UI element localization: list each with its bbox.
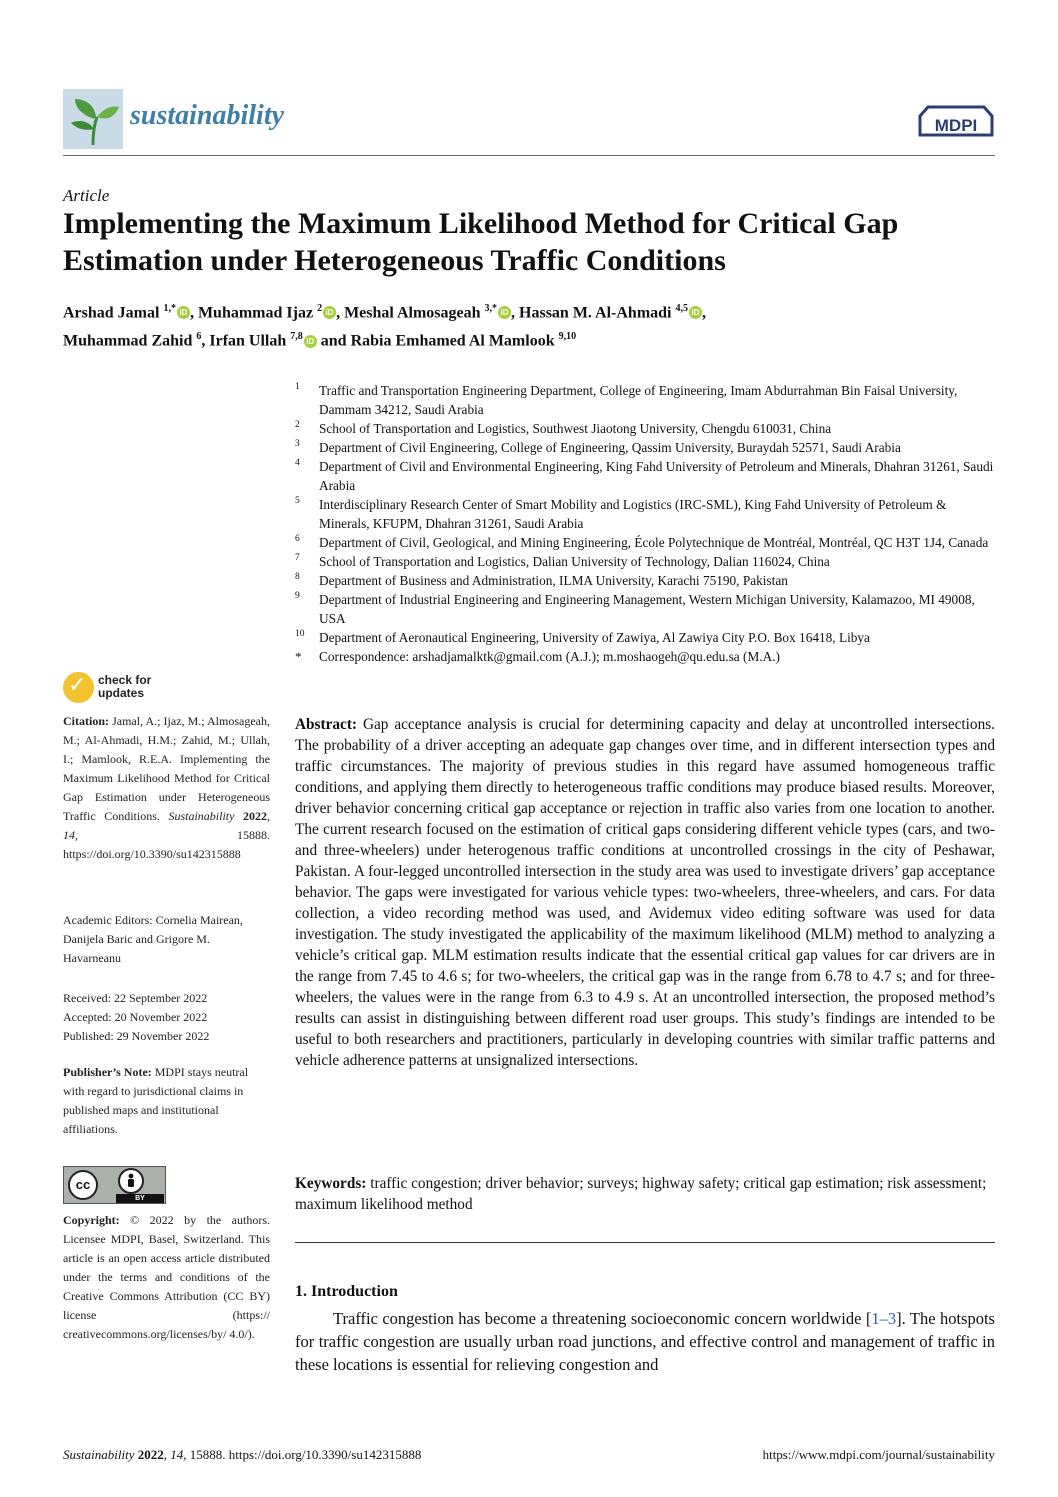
header-divider (63, 155, 995, 156)
intro-paragraph (295, 1307, 995, 1376)
publisher-logo[interactable] (916, 102, 996, 145)
section-heading: 1. Introduction (295, 1283, 398, 1300)
author[interactable]: Muhammad Ijaz (197, 304, 314, 322)
keywords-label: Keywords: (295, 1175, 367, 1192)
footer-volume: 14 (170, 1447, 184, 1462)
orcid-icon[interactable]: iD (177, 306, 190, 319)
copyright-label: Copyright: (63, 1213, 120, 1227)
section-divider (295, 1242, 995, 1243)
intro-text-end: ]. The hotspots for traffic congestion are usually urban road junctions, and effective control and management of traffic in these locations is essential for relieving congestion and (295, 1309, 995, 1374)
affiliation-item (295, 533, 995, 552)
author-affiliation-marker: 3,* (484, 303, 498, 314)
citation-text: Jamal, A.; Ijaz, M.; Almosageah, M.; Al-Ahmadi, H.M.; Zahid, M.; Ullah, I.; Mamlook, R.E.A. Implementing the Maximum Likelihood Method for Critical Gap Estimation under Heterogeneous Traffic Conditions. (63, 714, 271, 823)
correspondence (295, 647, 995, 666)
keywords-text: traffic congestion; driver behavior; surveys; highway safety; critical gap estimation; risk assessment; maximum likelihood method (295, 1175, 987, 1213)
journal-name[interactable]: sustainability (130, 100, 285, 131)
author-separator: , (336, 304, 345, 322)
copyright-block (63, 1211, 270, 1344)
affiliation-text: Department of Civil and Environmental Engineering, King Fahd University of Petroleum and Minerals, Dhahran 31261, Saudi Arabia (319, 459, 994, 493)
published-date: Published: 29 November 2022 (63, 1029, 210, 1043)
publisher-note-label: Publisher’s Note: (63, 1065, 152, 1079)
correspondence-text[interactable]: Correspondence: arshadjamalktk@gmail.com (A.J.); m.moshaogeh@qu.edu.sa (M.A.) (319, 649, 780, 664)
abstract-label: Abstract: (295, 716, 358, 733)
author[interactable]: Muhammad Zahid (63, 332, 193, 350)
author-separator: , (189, 304, 198, 322)
affiliation-number: 7 (295, 553, 300, 563)
author[interactable]: Arshad Jamal (63, 304, 160, 322)
affiliations (295, 381, 995, 666)
publisher-note (63, 1063, 270, 1139)
academic-editors: Academic Editors: Cornelia Mairean, Danijela Baric and Grigore M. Havarneanu (63, 913, 243, 965)
affiliation-text: School of Transportation and Logistics, Dalian University of Technology, Dalian 116024, China (319, 554, 830, 569)
keywords (295, 1173, 995, 1215)
citation-volume: 14 (63, 828, 75, 842)
author[interactable]: Irfan Ullah (209, 332, 287, 350)
orcid-icon[interactable]: iD (689, 306, 702, 319)
author-affiliation-marker: 2 (317, 303, 323, 314)
affiliation-item (295, 590, 995, 628)
correspondence-marker: * (295, 649, 302, 664)
affiliation-text: School of Transportation and Logistics, Southwest Jiaotong University, Chengdu 610031, China (319, 421, 832, 436)
orcid-icon[interactable]: iD (498, 306, 511, 319)
intro-text-start: Traffic congestion has become a threatening socioeconomic concern worldwide [ (333, 1309, 872, 1328)
check-label-line1: check for (98, 673, 152, 687)
abstract (295, 714, 995, 1071)
affiliation-number: 8 (295, 572, 300, 582)
publisher-note-text: MDPI stays neutral with regard to jurisdictional claims in published maps and institutional affiliations. (63, 1065, 249, 1136)
author-affiliation-marker: 9,10 (558, 331, 577, 343)
orcid-icon[interactable]: iD (304, 335, 317, 348)
affiliation-number: 1 (295, 382, 300, 392)
cc-by-license-badge[interactable] (63, 1166, 166, 1204)
footer-doi[interactable]: , 15888. https://doi.org/10.3390/su142315888 (183, 1447, 422, 1462)
author-separator: , (701, 304, 710, 322)
affiliation-item (295, 495, 995, 533)
dates-block (63, 989, 270, 1046)
citation-journal: Sustainability (168, 809, 235, 823)
affiliation-text: Department of Industrial Engineering and Engineering Management, Western Michigan University, Kalamazoo, MI 49008, USA (319, 592, 975, 626)
affiliation-item (295, 381, 995, 419)
affiliation-text: Department of Aeronautical Engineering, University of Zawiya, Al Zawiya City P.O. Box 16418, Libya (319, 630, 870, 645)
author-separator: and (316, 332, 351, 350)
affiliation-text: Department of Business and Administration, ILMA University, Karachi 75190, Pakistan (319, 573, 788, 588)
cc-icon: cc (68, 1170, 98, 1200)
affiliation-item (295, 628, 995, 647)
received-date: Received: 22 September 2022 (63, 991, 208, 1005)
leaf-icon (63, 89, 123, 149)
check-icon: ✓ (63, 672, 94, 703)
citation-label: Citation: (63, 714, 109, 728)
author[interactable]: Meshal Almosageah (344, 304, 481, 322)
cc-by-label: BY (116, 1194, 164, 1203)
author[interactable]: Rabia Emhamed Al Mamlook (350, 332, 555, 350)
copyright-text: © 2022 by the authors. Licensee MDPI, Basel, Switzerland. This article is an open access article distributed under the terms and conditions of the Creative Commons Attribution (CC BY) license (https:// creativecommons.org/licenses/by/ 4.0/). (63, 1213, 271, 1341)
affiliation-item (295, 571, 995, 590)
affiliation-number: 6 (295, 534, 300, 544)
affiliation-number: 2 (295, 420, 300, 430)
footer-year: 2022 (137, 1447, 164, 1462)
footer-citation: Sustainability 2022, 14, 15888. https://doi.org/10.3390/su142315888 (63, 1447, 422, 1462)
affiliation-number: 3 (295, 439, 300, 449)
author-separator: , (511, 304, 520, 322)
affiliation-text: Department of Civil, Geological, and Mining Engineering, École Polytechnique de Montréal, Montréal, QC H3T 1J4, Canada (319, 535, 989, 550)
affiliation-item (295, 457, 995, 495)
affiliation-number: 4 (295, 458, 300, 468)
author-affiliation-marker: 1,* (163, 303, 176, 314)
citation-year: 2022 (243, 809, 268, 823)
affiliation-text: Interdisciplinary Research Center of Smart Mobility and Logistics (IRC-SML), King Fahd University of Petroleum & Minerals, KFUPM, Dhahran 31261, Saudi Arabia (319, 497, 947, 531)
attribution-person-icon (118, 1168, 144, 1194)
check-label-line2: updates (98, 686, 145, 700)
affiliation-number: 9 (295, 591, 300, 601)
affiliation-text: Traffic and Transportation Engineering Department, College of Engineering, Imam Abdurrahman Bin Faisal University, Dammam 34212, Saudi Arabia (319, 383, 958, 417)
affiliation-text: Department of Civil Engineering, College of Engineering, Qassim University, Buraydah 52571, Saudi Arabia (319, 440, 901, 455)
affiliation-item (295, 552, 995, 571)
abstract-text: Gap acceptance analysis is crucial for determining capacity and delay at uncontrolled intersections. The probability of a driver accepting an adequate gap changes over time, and in different intersection types and traffic circumstances. The majority of previous studies in this regard have assumed homogeneous traffic conditions, and applying them directly to heterogeneous traffic conditions may produce biased results. Moreover, driver behavior concerning critical gap acceptance or rejection in traffic also varies from one location to another. The current research focused on the estimation of critical gaps considering different vehicle types (cars, and two- and three-wheelers) under heterogenous traffic conditions at uncontrolled crossings in the city of Peshawar, Pakistan. A four-legged uncontrolled intersection in the study area was used to investigate drivers’ gap acceptance behavior. The gaps were investigated for various vehicle types: two-wheelers, three-wheelers, and cars. For data collection, a video recording method was used, and Avidemux video editing software was used for data investigation. The study investigated the applicability of the maximum likelihood (MLM) method to analyzing a vehicle’s critical gap. MLM estimation results indicate that the essential critical gap values for car drivers are in the range from 7.45 to 4.6 s; for two-wheelers, the critical gap was in the range from 6.78 to 4.7 s; and for three-wheelers, the values were in the range from 6.3 to 4.9 s. At an uncontrolled intersection, the proposed method’s results can assist in distinguishing between different road user groups. This study’s findings are intended to be useful to both researchers and practitioners, particularly in developing countries with similar traffic patterns and vehicle adherence patterns at unsignalized intersections. (295, 716, 995, 1069)
author[interactable]: Hassan M. Al-Ahmadi (519, 304, 672, 322)
accepted-date: Accepted: 20 November 2022 (63, 1010, 208, 1024)
footer-journal-url[interactable]: https://www.mdpi.com/journal/sustainability (762, 1447, 995, 1462)
author-separator: , (201, 332, 210, 350)
affiliation-number: 5 (295, 496, 300, 506)
affiliation-item (295, 438, 995, 457)
journal-logo (63, 89, 123, 149)
author-affiliation-marker: 7,8 (290, 331, 303, 343)
affiliation-item (295, 419, 995, 438)
reference-link[interactable]: 1–3 (871, 1309, 897, 1328)
author-affiliation-marker: 4,5 (675, 303, 688, 314)
paper-title: Implementing the Maximum Likelihood Method for Critical Gap Estimation under Heterogeneous Traffic Conditions (63, 207, 899, 277)
author-affiliation-marker: 6 (196, 331, 202, 343)
affiliation-number: 10 (295, 629, 305, 639)
footer-journal: Sustainability (63, 1447, 135, 1462)
orcid-icon[interactable]: iD (323, 306, 336, 319)
citation-block: Citation: Jamal, A.; Ijaz, M.; Almosageah, M.; Al-Ahmadi, H.M.; Zahid, M.; Ullah, I.; Mamlook, R.E.A. Implementing the Maximum Likelihood Method for Critical Gap Estimation under Heterogeneous Traffic Conditions. Sustainability 2022, 14, 15888. https://doi.org/10.3390/su142315888 (63, 714, 271, 861)
publisher-name: MDPI (934, 116, 978, 135)
check-for-updates-badge[interactable] (63, 672, 155, 706)
citation-doi[interactable]: , 15888. https://doi.org/10.3390/su142315888 (63, 828, 270, 861)
article-type: Article (63, 186, 110, 205)
author-list (63, 297, 993, 354)
